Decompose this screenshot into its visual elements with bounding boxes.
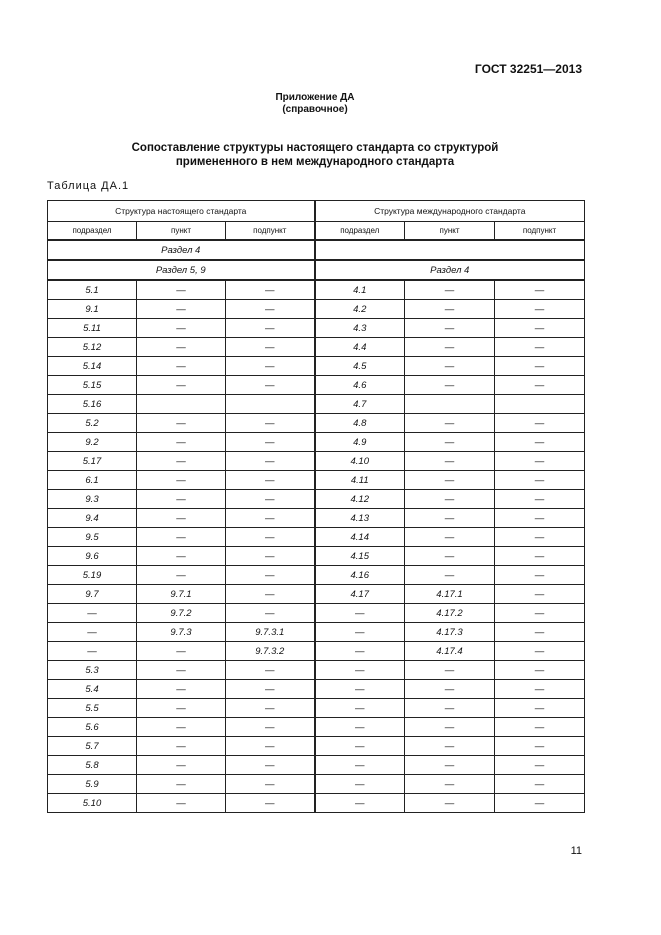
- table-row: [48, 395, 585, 414]
- table-cell: 5.14: [48, 357, 137, 376]
- table-cell: —: [315, 775, 405, 794]
- standard-number: ГОСТ 32251—2013: [474, 62, 582, 76]
- table-cell: —: [137, 661, 226, 680]
- table-cell: 9.7.3.1: [226, 623, 315, 642]
- document-heading-line2: примененного в нем международного стандарта: [175, 156, 455, 168]
- table-cell: —: [495, 737, 585, 756]
- table-cell: —: [137, 756, 226, 775]
- table-row: [48, 794, 585, 813]
- table-cell: —: [226, 528, 315, 547]
- table-cell: —: [405, 319, 495, 338]
- table-cell: 5.7: [48, 737, 137, 756]
- table-cell: —: [315, 756, 405, 775]
- table-cell: —: [226, 775, 315, 794]
- table-cell: 5.11: [48, 319, 137, 338]
- table-row: [48, 775, 585, 794]
- table-cell: —: [405, 775, 495, 794]
- table-cell: —: [226, 300, 315, 319]
- table-cell: —: [226, 471, 315, 490]
- column-header: пункт: [137, 222, 226, 241]
- table-cell: —: [226, 319, 315, 338]
- table-cell: —: [495, 300, 585, 319]
- table-cell: 4.17.1: [405, 585, 495, 604]
- table-cell: 9.3: [48, 490, 137, 509]
- table-cell: 4.10: [315, 452, 405, 471]
- table-row: [48, 680, 585, 699]
- table-cell: —: [315, 737, 405, 756]
- table-cell: 5.5: [48, 699, 137, 718]
- table-cell: —: [137, 414, 226, 433]
- table-cell: 5.8: [48, 756, 137, 775]
- table-cell: —: [405, 680, 495, 699]
- page-number: 11: [570, 845, 582, 857]
- table-cell: —: [495, 528, 585, 547]
- table-cell: —: [315, 661, 405, 680]
- column-header: пункт: [405, 222, 495, 241]
- table-cell: 5.17: [48, 452, 137, 471]
- table-cell: —: [137, 357, 226, 376]
- section-label-right: Раздел 4: [315, 260, 585, 280]
- table-cell: [137, 395, 226, 414]
- table-row: [48, 319, 585, 338]
- table-cell: 5.16: [48, 395, 137, 414]
- table-cell: —: [315, 642, 405, 661]
- table-cell: —: [226, 452, 315, 471]
- group-header-national: Структура настоящего стандарта: [48, 201, 315, 222]
- structure-comparison-table: [47, 200, 585, 813]
- table-cell: 5.10: [48, 794, 137, 813]
- table-cell: 5.3: [48, 661, 137, 680]
- table-cell: —: [405, 699, 495, 718]
- table-cell: —: [405, 718, 495, 737]
- table-cell: —: [315, 794, 405, 813]
- table-cell: —: [226, 433, 315, 452]
- table-row: [48, 490, 585, 509]
- table-cell: [405, 395, 495, 414]
- table-row: [48, 452, 585, 471]
- table-cell: —: [495, 585, 585, 604]
- table-cell: —: [495, 376, 585, 395]
- table-cell: 9.6: [48, 547, 137, 566]
- table-cell: 5.15: [48, 376, 137, 395]
- table-cell: —: [495, 661, 585, 680]
- section-label-right-empty: [315, 240, 585, 260]
- table-cell: 4.4: [315, 338, 405, 357]
- table-cell: —: [315, 718, 405, 737]
- table-cell: —: [137, 376, 226, 395]
- table-cell: 4.11: [315, 471, 405, 490]
- table-cell: 9.4: [48, 509, 137, 528]
- table-cell: —: [226, 794, 315, 813]
- table-cell: —: [137, 319, 226, 338]
- document-heading-line1: Сопоставление структуры настоящего стандарта со структурой: [131, 142, 499, 154]
- table-row: [48, 642, 585, 661]
- table-cell: 9.5: [48, 528, 137, 547]
- table-cell: [495, 395, 585, 414]
- table-cell: —: [226, 547, 315, 566]
- table-cell: —: [495, 680, 585, 699]
- table-cell: 4.5: [315, 357, 405, 376]
- table-cell: 9.1: [48, 300, 137, 319]
- table-row: [48, 718, 585, 737]
- table-cell: —: [226, 509, 315, 528]
- table-cell: —: [495, 490, 585, 509]
- table-cell: —: [495, 509, 585, 528]
- table-row: [48, 433, 585, 452]
- table-cell: 6.1: [48, 471, 137, 490]
- table-cell: 5.9: [48, 775, 137, 794]
- table-cell: —: [495, 642, 585, 661]
- table-cell: —: [226, 490, 315, 509]
- table-cell: —: [495, 756, 585, 775]
- table-cell: 9.7.1: [137, 585, 226, 604]
- table-cell: —: [226, 376, 315, 395]
- table-cell: —: [226, 357, 315, 376]
- section-label-left: Раздел 5, 9: [48, 260, 315, 280]
- table-cell: —: [495, 338, 585, 357]
- table-cell: —: [137, 718, 226, 737]
- table-cell: —: [405, 414, 495, 433]
- table-cell: —: [405, 756, 495, 775]
- table-cell: —: [137, 775, 226, 794]
- table-row: [48, 471, 585, 490]
- table-cell: 4.3: [315, 319, 405, 338]
- column-header: подпункт: [226, 222, 315, 241]
- appendix-title: Приложение ДА: [275, 92, 355, 103]
- table-cell: —: [495, 280, 585, 300]
- table-cell: —: [48, 604, 137, 623]
- column-header: подпункт: [495, 222, 585, 241]
- table-cell: —: [405, 528, 495, 547]
- section-label-left: Раздел 4: [48, 240, 315, 260]
- table-cell: —: [495, 775, 585, 794]
- table-cell: —: [226, 414, 315, 433]
- table-row: [48, 528, 585, 547]
- table-cell: —: [137, 490, 226, 509]
- table-cell: —: [315, 623, 405, 642]
- table-cell: 5.2: [48, 414, 137, 433]
- table-cell: —: [137, 471, 226, 490]
- table-cell: 9.2: [48, 433, 137, 452]
- table-cell: 4.7: [315, 395, 405, 414]
- table-cell: —: [405, 794, 495, 813]
- table-cell: —: [137, 699, 226, 718]
- table-cell: —: [137, 680, 226, 699]
- table-row: [48, 509, 585, 528]
- table-row: [48, 604, 585, 623]
- table-cell: —: [495, 794, 585, 813]
- table-cell: —: [405, 280, 495, 300]
- table-cell: —: [137, 433, 226, 452]
- table-cell: 9.7: [48, 585, 137, 604]
- table-cell: —: [495, 357, 585, 376]
- table-cell: —: [137, 280, 226, 300]
- table-cell: 4.17.4: [405, 642, 495, 661]
- table-row: [48, 376, 585, 395]
- table-cell: —: [495, 319, 585, 338]
- table-row: [48, 357, 585, 376]
- table-row: [48, 338, 585, 357]
- table-cell: —: [226, 699, 315, 718]
- table-cell: —: [495, 414, 585, 433]
- table-cell: 4.17.3: [405, 623, 495, 642]
- table-cell: —: [137, 547, 226, 566]
- table-cell: —: [405, 300, 495, 319]
- table-cell: —: [405, 471, 495, 490]
- table-cell: —: [495, 547, 585, 566]
- table-cell: 4.1: [315, 280, 405, 300]
- table-cell: —: [226, 718, 315, 737]
- table-cell: —: [137, 642, 226, 661]
- table-cell: —: [137, 338, 226, 357]
- table-cell: —: [48, 623, 137, 642]
- table-cell: 4.9: [315, 433, 405, 452]
- table-cell: 5.12: [48, 338, 137, 357]
- table-cell: —: [226, 604, 315, 623]
- table-cell: 5.6: [48, 718, 137, 737]
- table-cell: —: [405, 737, 495, 756]
- table-cell: —: [137, 300, 226, 319]
- table-row: [48, 280, 585, 300]
- group-header-international: Структура международного стандарта: [315, 201, 585, 222]
- table-cell: —: [315, 680, 405, 699]
- table-cell: —: [315, 699, 405, 718]
- table-cell: —: [137, 737, 226, 756]
- table-row: [48, 699, 585, 718]
- table-cell: —: [226, 566, 315, 585]
- table-cell: 4.2: [315, 300, 405, 319]
- table-cell: —: [495, 433, 585, 452]
- table-cell: —: [137, 509, 226, 528]
- table-cell: —: [495, 471, 585, 490]
- table-cell: —: [495, 566, 585, 585]
- column-header: подраздел: [48, 222, 137, 241]
- column-header: подраздел: [315, 222, 405, 241]
- table-row: [48, 547, 585, 566]
- table-cell: —: [405, 357, 495, 376]
- table-cell: [226, 395, 315, 414]
- table-cell: —: [137, 794, 226, 813]
- appendix-subtitle: (справочное): [282, 104, 348, 115]
- table-cell: 5.19: [48, 566, 137, 585]
- table-cell: —: [226, 338, 315, 357]
- table-cell: 4.14: [315, 528, 405, 547]
- table-cell: —: [495, 452, 585, 471]
- table-cell: —: [495, 699, 585, 718]
- table-row: [48, 623, 585, 642]
- table-cell: —: [226, 661, 315, 680]
- table-cell: —: [315, 604, 405, 623]
- table-row: [48, 737, 585, 756]
- table-row: [48, 585, 585, 604]
- table-row: [48, 414, 585, 433]
- table-cell: —: [137, 452, 226, 471]
- table-cell: —: [48, 642, 137, 661]
- table-cell: —: [405, 452, 495, 471]
- table-cell: —: [405, 509, 495, 528]
- table-cell: —: [405, 376, 495, 395]
- table-cell: —: [405, 433, 495, 452]
- table-cell: —: [137, 528, 226, 547]
- table-row: [48, 566, 585, 585]
- table-cell: —: [226, 280, 315, 300]
- table-cell: 4.17: [315, 585, 405, 604]
- table-cell: 5.1: [48, 280, 137, 300]
- table-cell: —: [495, 604, 585, 623]
- table-cell: —: [495, 718, 585, 737]
- table-cell: —: [405, 547, 495, 566]
- table-row: [48, 300, 585, 319]
- table-cell: —: [495, 623, 585, 642]
- table-cell: —: [405, 661, 495, 680]
- table-cell: 4.6: [315, 376, 405, 395]
- table-cell: —: [405, 338, 495, 357]
- table-row: [48, 756, 585, 775]
- table-cell: 4.13: [315, 509, 405, 528]
- table-cell: 9.7.3: [137, 623, 226, 642]
- table-cell: 4.12: [315, 490, 405, 509]
- table-label: Таблица ДА.1: [47, 180, 130, 192]
- table-cell: 9.7.2: [137, 604, 226, 623]
- table-row: [48, 661, 585, 680]
- table-cell: —: [226, 756, 315, 775]
- table-cell: —: [405, 490, 495, 509]
- table-cell: —: [137, 566, 226, 585]
- table-cell: 4.17.2: [405, 604, 495, 623]
- table-cell: —: [226, 585, 315, 604]
- table-cell: —: [226, 737, 315, 756]
- table-cell: —: [226, 680, 315, 699]
- table-cell: 5.4: [48, 680, 137, 699]
- table-cell: 4.16: [315, 566, 405, 585]
- table-cell: —: [405, 566, 495, 585]
- table-cell: 9.7.3.2: [226, 642, 315, 661]
- table-cell: 4.15: [315, 547, 405, 566]
- table-cell: 4.8: [315, 414, 405, 433]
